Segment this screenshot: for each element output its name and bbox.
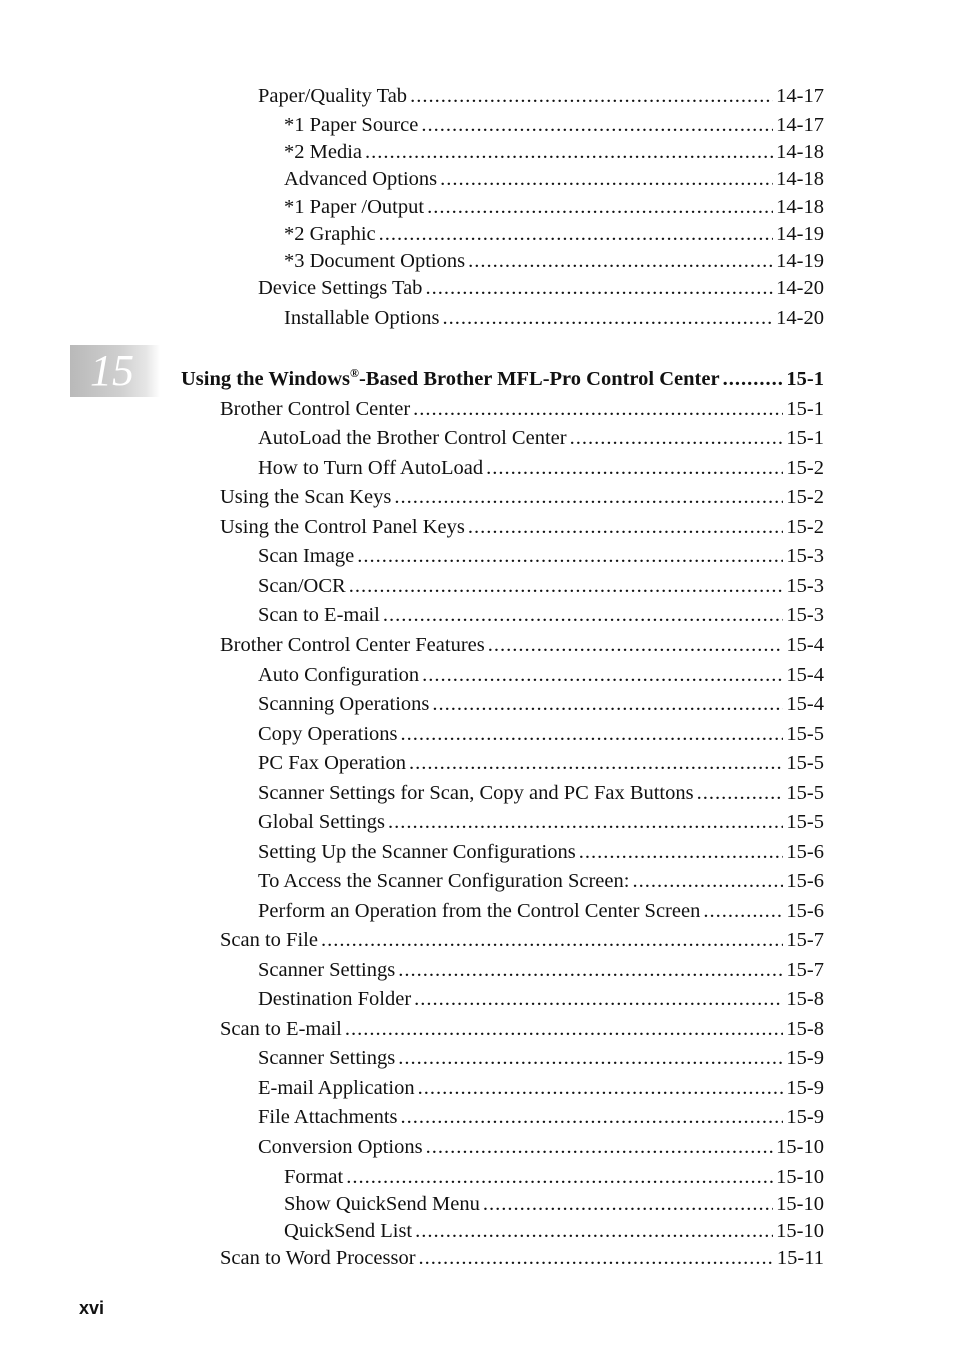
chapter-title-part-1: Using the Windows bbox=[181, 368, 350, 390]
toc-entry-title: Setting Up the Scanner Configurations bbox=[258, 841, 576, 863]
toc-entry[interactable] bbox=[284, 138, 824, 166]
toc-entry[interactable] bbox=[220, 1015, 824, 1043]
dot-leader bbox=[426, 1133, 774, 1161]
toc-entry-page: 15-1 bbox=[786, 398, 824, 420]
toc-entry-page: 15-3 bbox=[786, 575, 824, 597]
toc-entry-page: 15-10 bbox=[776, 1166, 824, 1188]
toc-entry-title: Using the Scan Keys bbox=[220, 486, 392, 508]
toc-entry[interactable] bbox=[258, 749, 824, 777]
dot-leader bbox=[468, 513, 784, 541]
toc-entry[interactable] bbox=[284, 165, 824, 193]
toc-entry[interactable] bbox=[220, 631, 824, 659]
toc-entry[interactable] bbox=[284, 193, 824, 221]
toc-entry-page: 15-5 bbox=[786, 811, 824, 833]
toc-entry[interactable] bbox=[284, 1163, 824, 1191]
toc-entry-page: 15-3 bbox=[786, 545, 824, 567]
toc-entry-title: E-mail Application bbox=[258, 1077, 415, 1099]
toc-entry-title: Scanner Settings bbox=[258, 1047, 396, 1069]
toc-entry[interactable] bbox=[258, 424, 824, 452]
toc-entry-title: Destination Folder bbox=[258, 988, 412, 1010]
toc-entry-page: 15-2 bbox=[786, 486, 824, 508]
toc-entry[interactable] bbox=[258, 601, 824, 629]
dot-leader bbox=[632, 867, 783, 895]
dot-leader bbox=[357, 542, 783, 570]
toc-entry-page: 15-8 bbox=[786, 988, 824, 1010]
dot-leader bbox=[401, 1103, 784, 1131]
toc-entry[interactable] bbox=[220, 926, 824, 954]
toc-entry[interactable] bbox=[258, 1044, 824, 1072]
dot-leader bbox=[415, 1217, 773, 1245]
toc-entry-title: Device Settings Tab bbox=[258, 277, 423, 299]
dot-leader bbox=[394, 483, 783, 511]
dot-leader bbox=[419, 1244, 774, 1272]
toc-entry[interactable] bbox=[220, 513, 824, 541]
toc-entry-page: 15-5 bbox=[786, 782, 824, 804]
toc-entry[interactable] bbox=[284, 220, 824, 248]
toc-entry-title: Paper/Quality Tab bbox=[258, 85, 408, 107]
toc-entry-title: Auto Configuration bbox=[258, 664, 420, 686]
toc-entry-title: Scan to File bbox=[220, 929, 318, 951]
toc-entry[interactable] bbox=[258, 808, 824, 836]
toc-entry[interactable] bbox=[258, 1074, 824, 1102]
toc-entry-title: Brother Control Center bbox=[220, 398, 411, 420]
toc-entry[interactable] bbox=[284, 1217, 824, 1245]
toc-entry-page: 15-11 bbox=[776, 1247, 824, 1269]
toc-entry[interactable] bbox=[258, 82, 824, 110]
toc-entry-title: Global Settings bbox=[258, 811, 385, 833]
toc-entry-title: Installable Options bbox=[284, 307, 440, 329]
dot-leader bbox=[570, 424, 784, 452]
toc-entry-page: 14-18 bbox=[776, 141, 824, 163]
toc-entry-title: Show QuickSend Menu bbox=[284, 1193, 480, 1215]
toc-entry-title: Using the Control Panel Keys bbox=[220, 516, 465, 538]
toc-entry-page: 15-10 bbox=[776, 1193, 824, 1215]
toc-entry[interactable] bbox=[258, 838, 824, 866]
dot-leader bbox=[379, 220, 774, 248]
toc-entry-title: Scanner Settings bbox=[258, 959, 396, 981]
toc-entry-page: 14-20 bbox=[776, 277, 824, 299]
toc-entry[interactable] bbox=[258, 867, 824, 895]
chapter-heading-title bbox=[181, 365, 720, 393]
dot-leader bbox=[703, 897, 783, 925]
dot-leader bbox=[422, 661, 783, 689]
toc-entry-page: 15-5 bbox=[786, 752, 824, 774]
toc-entry-page: 15-8 bbox=[786, 1018, 824, 1040]
dot-leader bbox=[398, 956, 783, 984]
chapter-number-tab bbox=[70, 345, 160, 397]
toc-entry-title: AutoLoad the Brother Control Center bbox=[258, 427, 567, 449]
toc-entry[interactable] bbox=[284, 304, 824, 332]
dot-leader bbox=[409, 749, 783, 777]
chapter-heading-page: 15-1 bbox=[786, 368, 824, 390]
toc-entry-title: Scan to E-mail bbox=[220, 1018, 342, 1040]
page-folio: xvi bbox=[79, 1298, 105, 1318]
chapter-number: 15 bbox=[90, 346, 134, 395]
toc-entry-title: Scan/OCR bbox=[258, 575, 346, 597]
toc-entry-page: 15-4 bbox=[786, 664, 824, 686]
toc-entry-page: 14-19 bbox=[776, 223, 824, 245]
toc-entry-page: 15-5 bbox=[786, 723, 824, 745]
dot-leader bbox=[425, 274, 773, 302]
toc-entry-title: Scan to Word Processor bbox=[220, 1247, 416, 1269]
toc-entry-page: 15-6 bbox=[786, 841, 824, 863]
dot-leader bbox=[697, 779, 784, 807]
toc-entry[interactable] bbox=[220, 1244, 824, 1272]
toc-entry-title: PC Fax Operation bbox=[258, 752, 407, 774]
dot-leader bbox=[421, 111, 773, 139]
dot-leader bbox=[401, 720, 784, 748]
dot-leader bbox=[345, 1015, 784, 1043]
toc-entry-page: 14-17 bbox=[776, 114, 824, 136]
toc-entry-title: Scanner Settings for Scan, Copy and PC Fax Buttons bbox=[258, 782, 694, 804]
toc-entry-page: 15-4 bbox=[786, 693, 824, 715]
toc-entry-title: *2 Media bbox=[284, 141, 362, 163]
toc-entry-title: To Access the Scanner Configuration Screen: bbox=[258, 870, 630, 892]
dot-leader bbox=[579, 838, 784, 866]
toc-entry-title: *3 Document Options bbox=[284, 250, 466, 272]
toc-entry-page: 15-6 bbox=[786, 870, 824, 892]
toc-entry-page: 14-20 bbox=[776, 307, 824, 329]
dot-leader bbox=[442, 304, 773, 332]
toc-entry-page: 14-19 bbox=[776, 250, 824, 272]
toc-entry[interactable] bbox=[258, 661, 824, 689]
toc-entry-page: 15-2 bbox=[786, 457, 824, 479]
toc-entry-page: 14-18 bbox=[776, 196, 824, 218]
dot-leader bbox=[365, 138, 773, 166]
toc-entry[interactable] bbox=[258, 1133, 824, 1161]
toc-entry[interactable] bbox=[284, 111, 824, 139]
toc-entry-title: *1 Paper /Output bbox=[284, 196, 425, 218]
toc-entry-page: 15-1 bbox=[786, 427, 824, 449]
toc-entry-page: 15-7 bbox=[786, 959, 824, 981]
toc-entry[interactable] bbox=[284, 247, 824, 275]
toc-entry-title: *1 Paper Source bbox=[284, 114, 419, 136]
toc-entry[interactable] bbox=[220, 483, 824, 511]
toc-entry-page: 15-9 bbox=[786, 1047, 824, 1069]
toc-entry[interactable] bbox=[258, 454, 824, 482]
toc-entry-page: 15-7 bbox=[786, 929, 824, 951]
toc-entry[interactable] bbox=[258, 720, 824, 748]
toc-entry[interactable] bbox=[258, 690, 824, 718]
toc-entry-title: Conversion Options bbox=[258, 1136, 423, 1158]
toc-entry-title: Scan to E-mail bbox=[258, 604, 380, 626]
dot-leader bbox=[440, 165, 773, 193]
toc-entry-title: Brother Control Center Features bbox=[220, 634, 485, 656]
dot-leader bbox=[321, 926, 783, 954]
toc-entry-title: How to Turn Off AutoLoad bbox=[258, 457, 484, 479]
toc-entry[interactable] bbox=[258, 956, 824, 984]
toc-entry[interactable] bbox=[220, 395, 824, 423]
toc-entry[interactable] bbox=[284, 1190, 824, 1218]
toc-entry[interactable] bbox=[258, 985, 824, 1013]
dot-leader bbox=[388, 808, 783, 836]
toc-entry-title: Copy Operations bbox=[258, 723, 398, 745]
dot-leader bbox=[468, 247, 773, 275]
toc-entry-page: 15-10 bbox=[776, 1220, 824, 1242]
dot-leader bbox=[346, 1163, 773, 1191]
chapter-heading[interactable] bbox=[181, 365, 824, 393]
toc-entry[interactable] bbox=[258, 542, 824, 570]
dot-leader bbox=[383, 601, 784, 629]
toc-entry-page: 15-3 bbox=[786, 604, 824, 626]
toc-entry-page: 15-4 bbox=[786, 634, 824, 656]
chapter-title-part-2: -Based Brother MFL-Pro Control Center bbox=[358, 368, 720, 390]
dot-leader bbox=[414, 985, 783, 1013]
toc-entry-title: Advanced Options bbox=[284, 168, 438, 190]
dot-leader bbox=[483, 1190, 773, 1218]
toc-entry[interactable] bbox=[258, 779, 824, 807]
dot-leader bbox=[349, 572, 784, 600]
toc-entry-page: 15-9 bbox=[786, 1106, 824, 1128]
dot-leader bbox=[398, 1044, 783, 1072]
toc-entry-page: 15-10 bbox=[776, 1136, 824, 1158]
toc-entry-title: Format bbox=[284, 1166, 344, 1188]
dot-leader bbox=[413, 395, 783, 423]
toc-entry-page: 14-18 bbox=[776, 168, 824, 190]
toc-entry[interactable] bbox=[258, 897, 824, 925]
dot-leader bbox=[427, 193, 773, 221]
toc-entry-title: Scan Image bbox=[258, 545, 355, 567]
dot-leader bbox=[410, 82, 773, 110]
registered-mark: ® bbox=[350, 366, 359, 380]
toc-entry-title: File Attachments bbox=[258, 1106, 398, 1128]
dot-leader bbox=[488, 631, 784, 659]
toc-entry-page: 15-6 bbox=[786, 900, 824, 922]
toc-entry[interactable] bbox=[258, 274, 824, 302]
dot-leader bbox=[432, 690, 783, 718]
dot-leader bbox=[723, 365, 784, 393]
dot-leader bbox=[418, 1074, 784, 1102]
toc-entry-page: 14-17 bbox=[776, 85, 824, 107]
toc-entry[interactable] bbox=[258, 1103, 824, 1131]
toc-entry-title: QuickSend List bbox=[284, 1220, 413, 1242]
toc-entry-page: 15-9 bbox=[786, 1077, 824, 1099]
toc-entry[interactable] bbox=[258, 572, 824, 600]
toc-entry-title: *2 Graphic bbox=[284, 223, 376, 245]
toc-entry-title: Scanning Operations bbox=[258, 693, 430, 715]
dot-leader bbox=[486, 454, 783, 482]
toc-entry-title: Perform an Operation from the Control Center Screen bbox=[258, 900, 701, 922]
toc-entry-page: 15-2 bbox=[786, 516, 824, 538]
